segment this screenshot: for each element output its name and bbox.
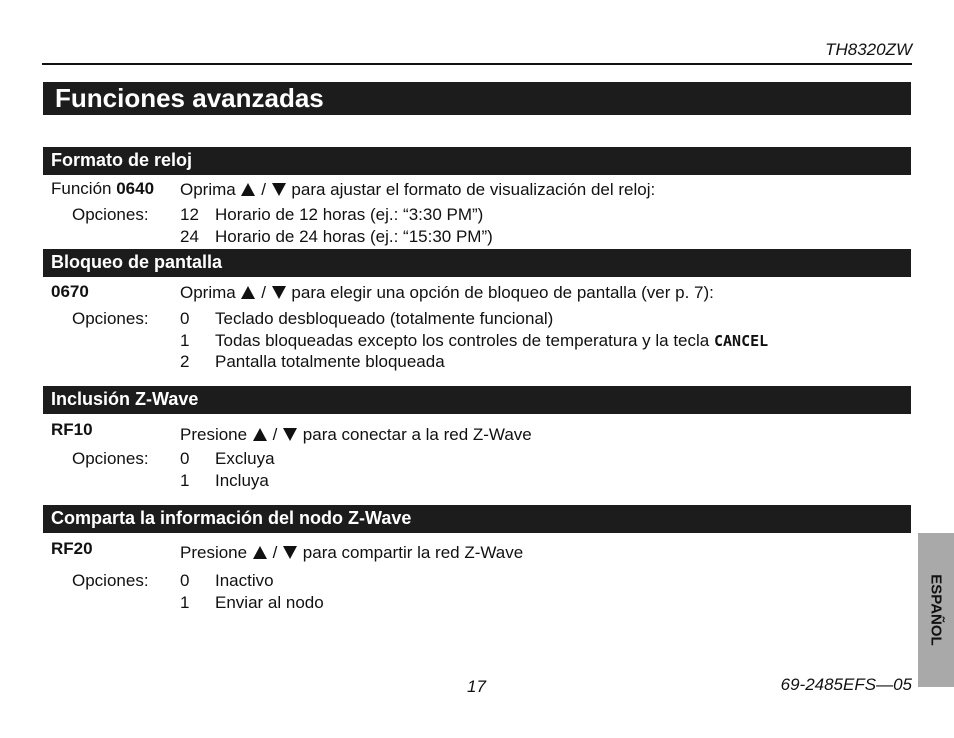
section-header-clock-format xyxy=(43,147,911,175)
section-title: Formato de reloj xyxy=(51,150,193,170)
section-title: Inclusión Z-Wave xyxy=(51,389,199,409)
function-code: Función 0640 xyxy=(51,179,155,198)
language-label: ESPAÑOL xyxy=(927,574,945,646)
option-number: 0 xyxy=(180,449,190,468)
section-header-screen-lock xyxy=(43,249,911,277)
option-number: 2 xyxy=(180,352,190,371)
option-text: Todas bloqueadas excepto los controles de temperatura y la tecla CANCEL xyxy=(215,331,769,350)
option-number: 12 xyxy=(180,205,199,224)
option-text: Excluya xyxy=(215,449,275,468)
option-number: 0 xyxy=(180,309,190,328)
model-number: TH8320ZW xyxy=(825,40,912,59)
header-rule xyxy=(42,63,912,65)
option-text: Horario de 12 horas (ej.: “3:30 PM”) xyxy=(215,205,484,224)
option-number: 24 xyxy=(180,227,199,246)
down-arrow-icon xyxy=(272,286,286,299)
down-arrow-icon xyxy=(272,183,286,196)
up-arrow-icon xyxy=(253,428,267,441)
instruction-text: Oprima / para elegir una opción de bloqueo de pantalla (ver p. 7): xyxy=(180,283,714,302)
instruction-text: Oprima / para ajustar el formato de visualización del reloj: xyxy=(180,180,656,199)
option-number: 0 xyxy=(180,571,190,590)
option-text: Enviar al nodo xyxy=(215,593,324,612)
instruction-text: Presione / para conectar a la red Z-Wave xyxy=(180,425,532,444)
option-text: Inactivo xyxy=(215,571,274,590)
section-header-zwave-node-share xyxy=(43,505,911,533)
options-label: Opciones: xyxy=(72,449,149,468)
cancel-key-label: CANCEL xyxy=(713,332,769,350)
options-label: Opciones: xyxy=(72,205,149,224)
page-title-bar xyxy=(43,82,911,115)
instruction-text: Presione / para compartir la red Z-Wave xyxy=(180,543,524,562)
options-label: Opciones: xyxy=(72,571,149,590)
page-title: Funciones avanzadas xyxy=(55,83,324,113)
down-arrow-icon xyxy=(283,546,297,559)
options-label: Opciones: xyxy=(72,309,149,328)
option-text: Horario de 24 horas (ej.: “15:30 PM”) xyxy=(215,227,493,246)
up-arrow-icon xyxy=(241,286,255,299)
option-text: Incluya xyxy=(215,471,269,490)
section-title: Comparta la información del nodo Z-Wave xyxy=(51,508,412,528)
option-number: 1 xyxy=(180,331,190,350)
option-text: Pantalla totalmente bloqueada xyxy=(215,352,445,371)
function-code: 0670 xyxy=(51,282,89,301)
document-code: 69-2485EFS—05 xyxy=(780,675,912,694)
section-title: Bloqueo de pantalla xyxy=(51,252,223,272)
language-side-tab xyxy=(918,533,954,687)
down-arrow-icon xyxy=(283,428,297,441)
page-number: 17 xyxy=(467,677,486,696)
option-text: Teclado desbloqueado (totalmente funcional) xyxy=(215,309,554,328)
up-arrow-icon xyxy=(241,183,255,196)
option-number: 1 xyxy=(180,593,190,612)
section-header-zwave-inclusion xyxy=(43,386,911,414)
up-arrow-icon xyxy=(253,546,267,559)
function-code: RF10 xyxy=(51,420,93,439)
function-code: RF20 xyxy=(51,539,93,558)
option-number: 1 xyxy=(180,471,190,490)
